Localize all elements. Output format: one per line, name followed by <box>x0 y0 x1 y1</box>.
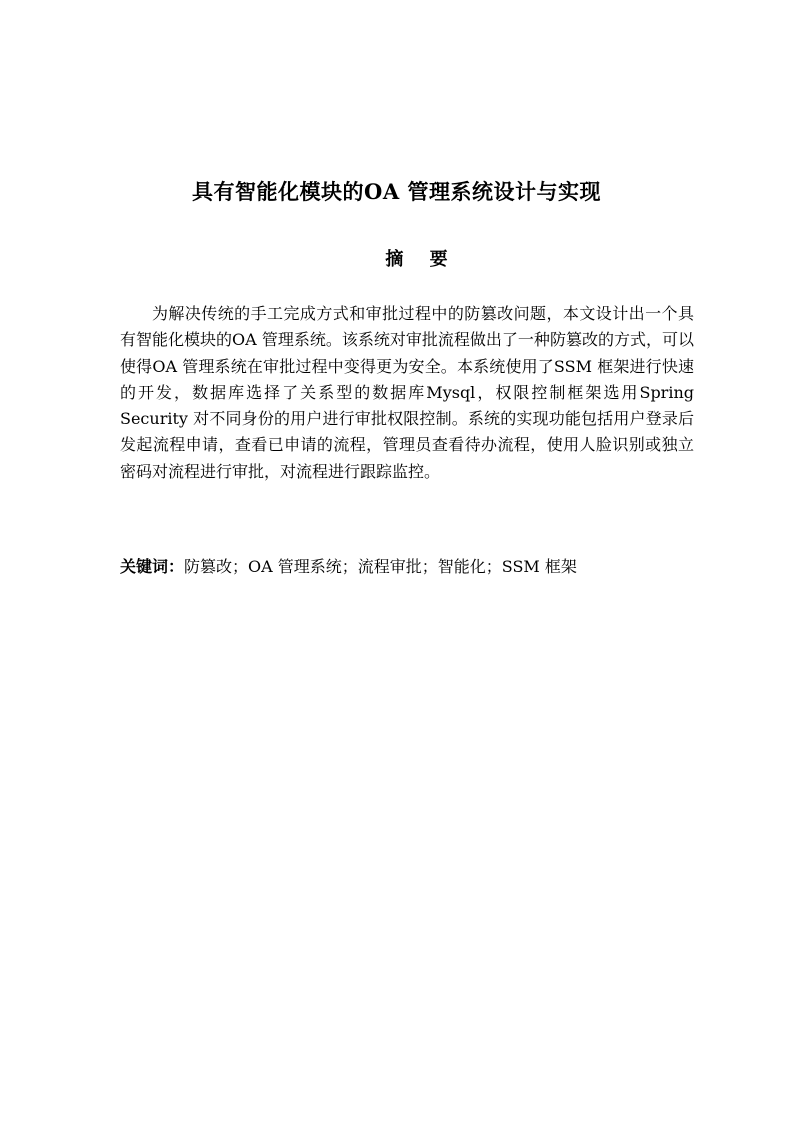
keywords-line <box>120 554 694 580</box>
keywords-text: 防篡改；OA 管理系统；流程审批；智能化；SSM 框架 <box>184 557 577 576</box>
abstract-heading: 摘 要 <box>385 249 448 270</box>
keywords-label: 关键词： <box>120 557 185 576</box>
abstract-body: 为解决传统的手工完成方式和审批过程中的防篡改问题，本文设计出一个具有智能化模块的OA 管理系统。该系统对审批流程做出了一种防篡改的方式，可以使得OA 管理系统在审批过程中变得更为安全。本系统使用了SSM 框架进行快速的开发，数据库选择了关系型的数据库Mysql，权限控制框架选用Spring Security 对不同身份的用户进行审批权限控制。系统的实现功能包括用户登录后发起流程申请，查看已申请的流程，管理员查看待办流程，使用人脸识别或独立密码对流程进行审批，对流程进行跟踪监控。 <box>120 304 694 481</box>
document-title: 具有智能化模块的OA 管理系统设计与实现 <box>192 179 601 204</box>
